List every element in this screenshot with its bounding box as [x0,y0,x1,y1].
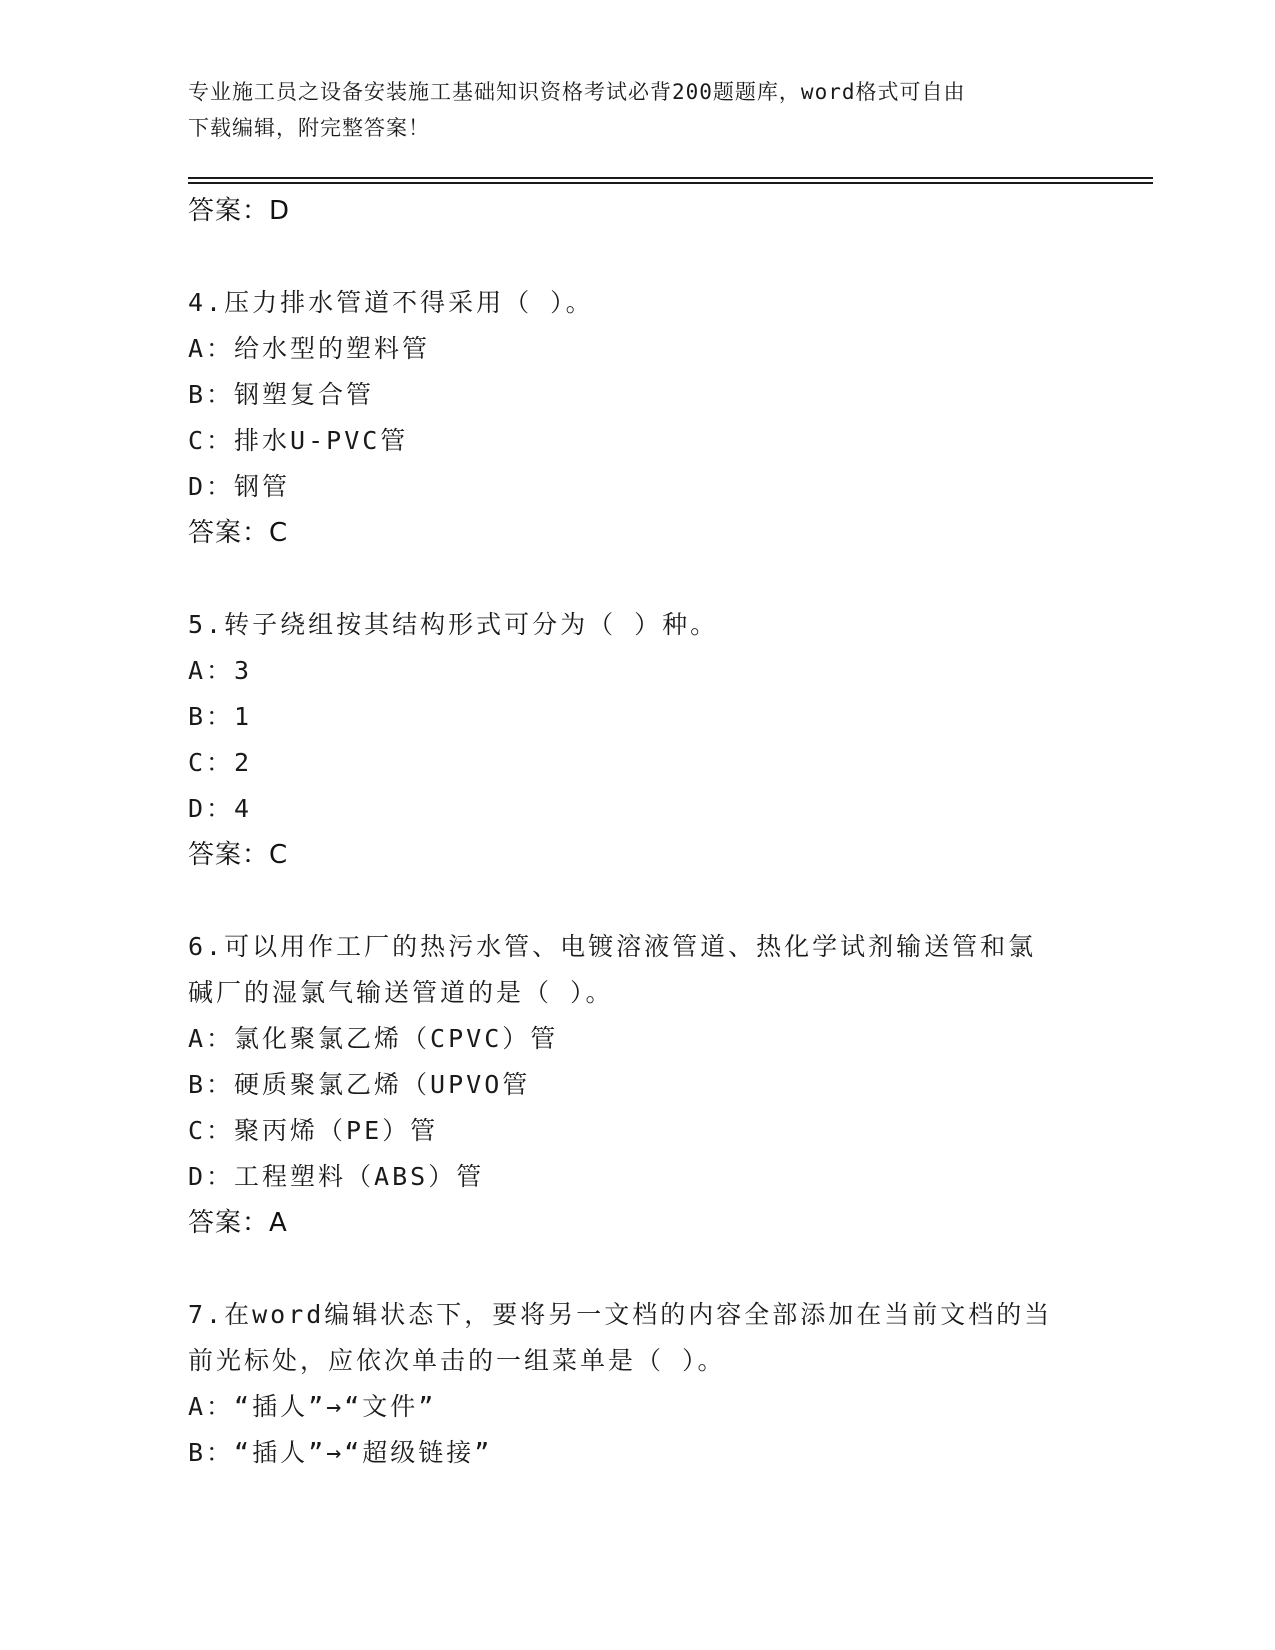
option-a: A：“插人”→“文件” [188,1392,437,1421]
option-b: B：硬质聚氯乙烯（UPVO管 [188,1070,531,1099]
option-c: C：2 [188,748,253,777]
header-rule-bottom [188,182,1153,184]
option-d: D：工程塑料（ABS）管 [188,1162,485,1191]
spacer [188,1246,1088,1292]
option-c: C：排水U-PVC管 [188,426,409,455]
option-a: A：给水型的塑料管 [188,334,431,363]
option-d: D：钢管 [188,472,291,501]
option-b: B：“插人”→“超级链接” [188,1438,493,1467]
answer: 答案：A [188,1208,288,1238]
option-b: B：1 [188,702,253,731]
question-stem: 5.转子绕组按其结构形式可分为（ ）种。 [188,610,719,639]
option-c: C：聚丙烯（PE）管 [188,1116,439,1145]
header-line-1: 专业施工员之设备安装施工基础知识资格考试必背200题题库，word格式可自由 [188,80,966,104]
answer: 答案：C [188,518,289,548]
question-4 [188,280,1088,556]
document-body [188,188,1088,1476]
previous-answer: 答案：D [188,196,291,226]
spacer [188,878,1088,924]
header-rule-top [188,177,1153,179]
header-line-2: 下载编辑，附完整答案！ [188,116,430,140]
question-stem-line-2: 碱厂的湿氯气输送管道的是（ ）。 [188,978,614,1007]
option-d: D：4 [188,794,253,823]
option-a: A：氯化聚氯乙烯（CPVC）管 [188,1024,559,1053]
question-stem-line-1: 6.可以用作工厂的热污水管、电镀溶液管道、热化学试剂输送管和氯 [188,932,1037,961]
question-6 [188,924,1088,1246]
question-7 [188,1292,1088,1476]
spacer [188,234,1088,280]
question-stem: 4.压力排水管道不得采用（ ）。 [188,288,594,317]
question-stem-line-2: 前光标处，应依次单击的一组菜单是（ ）。 [188,1346,726,1375]
answer: 答案：C [188,840,289,870]
option-a: A：3 [188,656,253,685]
question-5 [188,602,1088,878]
option-b: B：钢塑复合管 [188,380,375,409]
document-header [188,74,1068,146]
spacer [188,556,1088,602]
question-stem-line-1: 7.在word编辑状态下，要将另一文档的内容全部添加在当前文档的当 [188,1300,1053,1329]
